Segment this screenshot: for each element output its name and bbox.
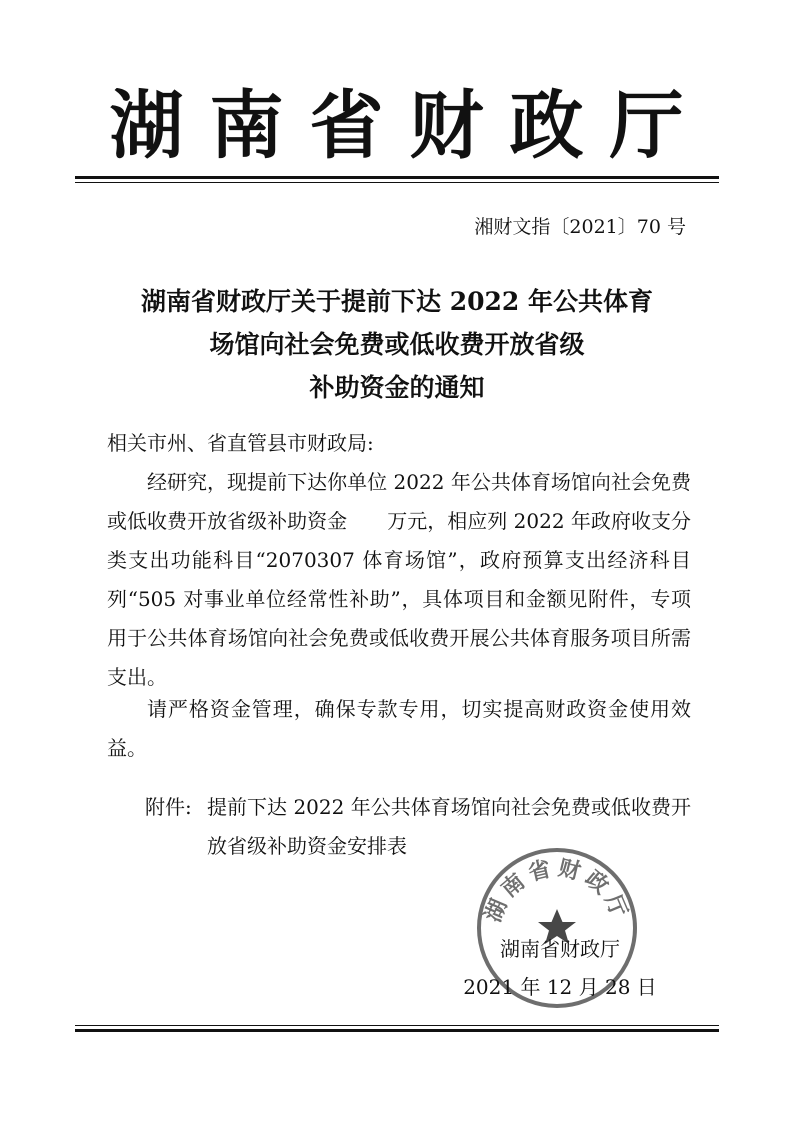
title-line-2: 场馆向社会免费或低收费开放省级 [209, 330, 585, 359]
body-paragraph-2: 请严格资金管理，确保专款专用，切实提高财政资金使用效益。 [107, 697, 691, 760]
attachment-text: 提前下达 2022 年公共体育场馆向社会免费或低收费开放省级补助资金安排表 [207, 795, 691, 858]
issuer-name: 湖南省财政厅 [500, 937, 620, 961]
issue-date: 2021 年 12 月 28 日 [463, 975, 657, 999]
title-line-1: 湖南省财政厅关于提前下达 2022 年公共体育 [141, 287, 653, 316]
title-line-3: 补助资金的通知 [309, 373, 485, 402]
body-paragraph-1: 经研究，现提前下达你单位 2022 年公共体育场馆向社会免费或低收费开放省级补助资金 万元，相应列 2022 年政府收支分类支出功能科目“2070307 体育场馆”，政府预算支出经济科目列“505 对事业单位经常性补助”，具体项目和金额见附件，专项用于公共体育场馆向社会免费或低收费开展公共体育服务项目所需支出。 [107, 470, 691, 689]
document-number: 湘财文指〔2021〕70 号 [474, 216, 686, 238]
document-title [75, 280, 719, 409]
footer-rule-thin [75, 1025, 719, 1026]
seal-text-path: 湖南省财政厅 [480, 855, 634, 926]
footer-rule-thick [75, 1029, 719, 1032]
agency-name: 湖南省财政厅 [109, 83, 710, 169]
header-rule-thick [75, 176, 719, 179]
header-rule-thin [75, 182, 719, 183]
salutation: 相关市州、省直管县市财政局: [107, 431, 374, 455]
attachment-label: 附件: [145, 795, 192, 819]
